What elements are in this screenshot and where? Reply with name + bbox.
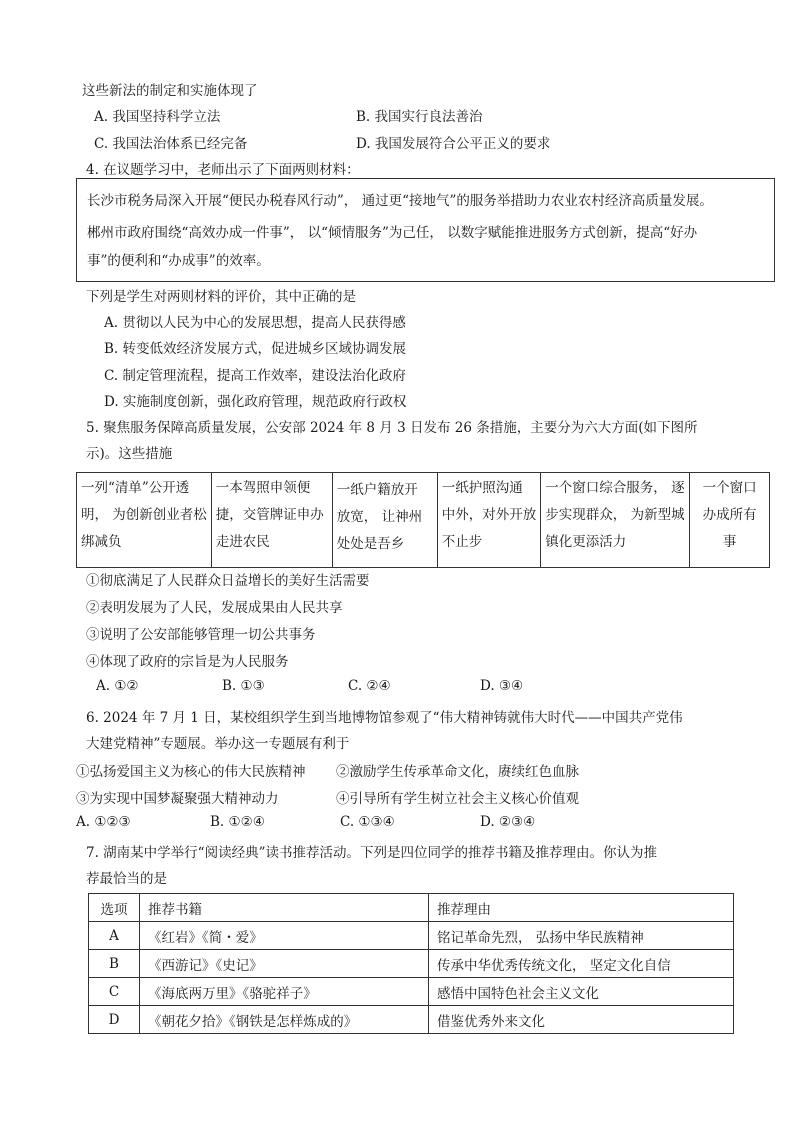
cell-line: 一个窗口综合服务， 逐: [545, 480, 685, 496]
cell-line: 绑减负: [81, 534, 122, 550]
table-cell: 铭记革命先烈， 弘扬中华民族精神: [429, 922, 734, 950]
q6-statement-3: ③为实现中国梦凝聚强大精神动力: [76, 791, 279, 807]
q4-material-box: [76, 178, 775, 282]
q4-material-line: 郴州市政府围绕“高效办成一件事”， 以“倾情服务”为己任， 以数字赋能推进服务方式创新，提高“好办: [87, 225, 698, 241]
q4-option-d: D. 实施制度创新，强化政府管理，规范政府行政权: [104, 394, 407, 410]
q5-statement-1: ①彻底满足了人民群众日益增长的美好生活需要: [86, 573, 370, 589]
q3-option-c: C. 我国法治体系已经完备: [94, 136, 248, 152]
q6-option-b: B. ①②④: [210, 814, 265, 830]
q5-option-c: C. ②④: [348, 678, 391, 694]
q7-stem-cont: 荐最恰当的是: [86, 871, 167, 887]
table-header: 选项: [89, 894, 140, 922]
q6-statement-4: ④引导所有学生树立社会主义核心价值观: [336, 791, 579, 807]
q5-statement-3: ③说明了公安部能够管理一切公共事务: [86, 627, 316, 643]
cell-line: 镇化更添活力: [545, 534, 627, 550]
q6-stem: 6. 2024 年 7 月 1 日，某校组织学生到当地博物馆参观了“伟大精神铸就伟大时代——中国共产党伟: [86, 710, 683, 726]
q7-stem: 7. 湖南某中学举行“阅读经典”读书推荐活动。下列是四位同学的推荐书籍及推荐理由。你认为推: [86, 845, 657, 861]
q4-option-a: A. 贯彻以人民为中心的发展思想，提高人民获得感: [104, 315, 406, 331]
cell-line: 捷，交管牌证申办: [215, 507, 324, 523]
q4-option-b: B. 转变低效经济发展方式，促进城乡区域协调发展: [104, 341, 407, 357]
q5-option-b: B. ①③: [222, 678, 265, 694]
table-row: [89, 922, 734, 950]
cell-line: 事: [722, 534, 737, 550]
q5-statement-4: ④体现了政府的宗旨是为人民服务: [86, 654, 289, 670]
table-row: [89, 950, 734, 978]
cell-line: 中外，对外开放: [441, 507, 537, 523]
table-header: 推荐理由: [429, 894, 734, 922]
q4-material-line: 事”的便利和“办成事”的效率。: [87, 253, 270, 269]
table-header: 推荐书籍: [140, 894, 429, 922]
q5-stem: 5. 聚焦服务保障高质量发展，公安部 2024 年 8 月 3 日发布 26 条措施，主要分为六大方面(如下图所: [86, 420, 698, 436]
cell-line: 一列“清单”公开透: [81, 480, 190, 496]
table-cell: 《西游记》《史记》: [140, 950, 429, 978]
q5-statement-2: ②表明发展为了人民，发展成果由人民共享: [86, 600, 343, 616]
table-cell: 借鉴优秀外来文化: [429, 1006, 734, 1034]
q4-stem: 4. 在议题学习中，老师出示了下面两则材料：: [86, 162, 360, 178]
table-cell: 《红岩》《简・爱》: [140, 922, 429, 950]
table-cell: 《海底两万里》《骆驼祥子》: [140, 978, 429, 1006]
q6-statement-1: ①弘扬爱国主义为核心的伟大民族精神: [76, 764, 306, 780]
q4-question: 下列是学生对两则材料的评价，其中正确的是: [86, 289, 356, 305]
q5-option-a: A. ①②: [96, 678, 139, 694]
cell-line: 一本驾照申领便: [215, 480, 311, 496]
table-cell: 感悟中国特色社会主义文化: [429, 978, 734, 1006]
cell-line: 办成所有: [702, 507, 757, 523]
q4-option-c: C. 制定管理流程，提高工作效率，建设法治化政府: [104, 368, 406, 384]
cell-line: 不止步: [441, 534, 483, 550]
cell-line: 一纸护照沟通: [441, 480, 523, 496]
table-cell: [211, 473, 332, 568]
table-row: [89, 1006, 734, 1034]
q3-option-a: A. 我国坚持科学立法: [94, 109, 221, 125]
table-cell: A: [89, 922, 140, 950]
q6-option-d: D. ②③④: [480, 814, 536, 830]
cell-line: 处处是吾乡: [336, 536, 405, 552]
table-cell: 传承中华优秀传统文化， 坚定文化自信: [429, 950, 734, 978]
table-row: [89, 978, 734, 1006]
q5-measures-table: [76, 472, 770, 568]
table-cell: [541, 473, 690, 568]
table-cell: C: [89, 978, 140, 1006]
table-cell: [77, 473, 212, 568]
q7-book-table: [88, 893, 734, 1034]
q3-option-d: D. 我国发展符合公平正义的要求: [356, 136, 551, 152]
q6-option-a: A. ①②③: [76, 814, 131, 830]
q4-material-line: 长沙市税务局深入开展“便民办税春风行动”， 通过更“接地气”的服务举措助力农业农村经济高质量发展。: [87, 193, 713, 209]
cell-line: 走进农民: [215, 534, 270, 550]
table-row: [89, 894, 734, 922]
q6-stem-cont: 大建党精神”专题展。举办这一专题展有利于: [86, 736, 350, 752]
cell-line: 一纸户籍放开: [336, 482, 418, 498]
table-cell: B: [89, 950, 140, 978]
cell-line: 放宽， 让神州: [336, 509, 423, 525]
cell-line: 一个窗口: [702, 480, 757, 496]
q6-option-c: C. ①③④: [340, 814, 395, 830]
table-cell: [690, 473, 770, 568]
q5-stem-cont: 示)。这些措施: [86, 446, 173, 462]
q6-statement-2: ②激励学生传承革命文化，赓续红色血脉: [336, 764, 579, 780]
table-cell: 《朝花夕拾》《钢铁是怎样炼成的》: [140, 1006, 429, 1034]
table-cell: [437, 473, 541, 568]
cell-line: 明， 为创新创业者松: [81, 507, 207, 523]
q3-option-b: B. 我国实行良法善治: [356, 109, 483, 125]
cell-line: 步实现群众， 为新型城: [545, 507, 685, 523]
q3-stem: 这些新法的制定和实施体现了: [82, 83, 258, 99]
table-cell: D: [89, 1006, 140, 1034]
q5-option-d: D. ③④: [480, 678, 524, 694]
table-cell: [332, 473, 437, 568]
